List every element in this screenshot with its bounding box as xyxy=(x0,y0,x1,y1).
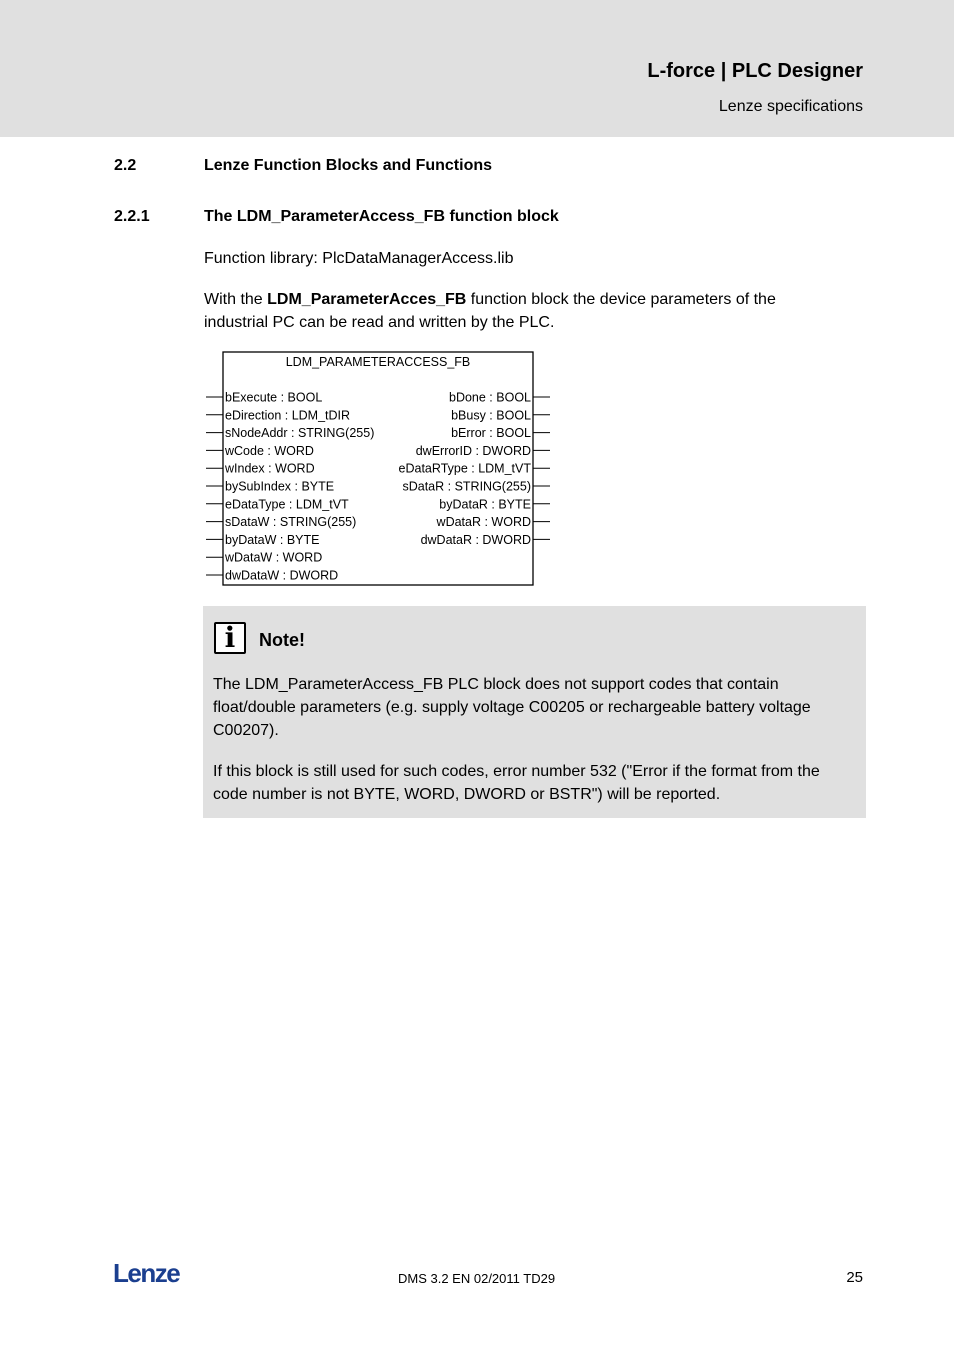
library-line: Function library: PlcDataManagerAccess.lib xyxy=(204,250,514,267)
note-paragraph-1: The LDM_ParameterAccess_FB PLC block does not support codes that contain float/double parameters (e.g. supply voltage C00205 or rechargeable battery voltage C00207). xyxy=(213,676,811,739)
page-number: 25 xyxy=(846,1269,863,1286)
input-pin-label: dwDataW : DWORD xyxy=(225,568,339,583)
function-block-name: LDM_PARAMETERACCESS_FB xyxy=(285,355,471,369)
output-pin-label: sDataR : STRING(255) xyxy=(402,479,531,494)
footer-document-id: DMS 3.2 EN 02/2011 TD29 xyxy=(398,1271,556,1286)
intro-text-after: function block the device parameters of the industrial PC can be read and written by the PLC. xyxy=(204,291,776,331)
output-pin-label: bBusy : BOOL xyxy=(451,408,531,423)
note-paragraph-2: If this block is still used for such codes, error number 532 ("Error if the format from the code number is not BYTE, WORD, DWORD or BSTR") will be reported. xyxy=(213,763,820,803)
input-pin-label: wCode : WORD xyxy=(225,443,314,458)
input-pin-label: sDataW : STRING(255) xyxy=(225,515,357,530)
output-pin-label: byDataR : BYTE xyxy=(439,497,531,512)
input-pin-label: eDirection : LDM_tDIR xyxy=(225,408,351,423)
note-box xyxy=(203,606,866,818)
header-subtitle: Lenze specifications xyxy=(718,98,863,115)
output-pin-label: wDataR : WORD xyxy=(436,515,531,530)
input-pin-label: wIndex : WORD xyxy=(225,461,315,476)
subsection-number: 2.2.1 xyxy=(114,208,150,225)
subsection-title: The LDM_ParameterAccess_FB function block xyxy=(204,208,559,225)
input-pin-label: sNodeAddr : STRING(255) xyxy=(225,426,375,441)
input-pin-label: byDataW : BYTE xyxy=(225,532,320,547)
lenze-logo: Lenze xyxy=(113,1258,180,1288)
intro-text-before: With the xyxy=(204,291,268,308)
input-pin-label: wDataW : WORD xyxy=(225,550,323,565)
output-pin-label: bDone : BOOL xyxy=(449,390,531,405)
section-title: Lenze Function Blocks and Functions xyxy=(204,157,493,174)
output-pin-label: dwDataR : DWORD xyxy=(420,532,531,547)
input-pin-label: bExecute : BOOL xyxy=(225,390,323,405)
section-number: 2.2 xyxy=(114,157,137,174)
intro-fb-name: LDM_ParameterAcces_FB xyxy=(267,291,467,308)
header-title: L-force | PLC Designer xyxy=(647,60,863,82)
page-header xyxy=(0,0,954,137)
note-title: Note! xyxy=(259,630,305,650)
intro-paragraph xyxy=(204,288,844,334)
output-pin-label: dwErrorID : DWORD xyxy=(415,443,531,458)
info-icon: i xyxy=(214,622,246,654)
input-pin-label: eDataType : LDM_tVT xyxy=(225,497,349,512)
output-pin-label: eDataRType : LDM_tVT xyxy=(398,461,531,476)
function-block-diagram xyxy=(204,349,564,589)
input-pin-label: bySubIndex : BYTE xyxy=(225,479,335,494)
output-pin-label: bError : BOOL xyxy=(451,426,531,441)
function-block-svg xyxy=(204,349,564,589)
